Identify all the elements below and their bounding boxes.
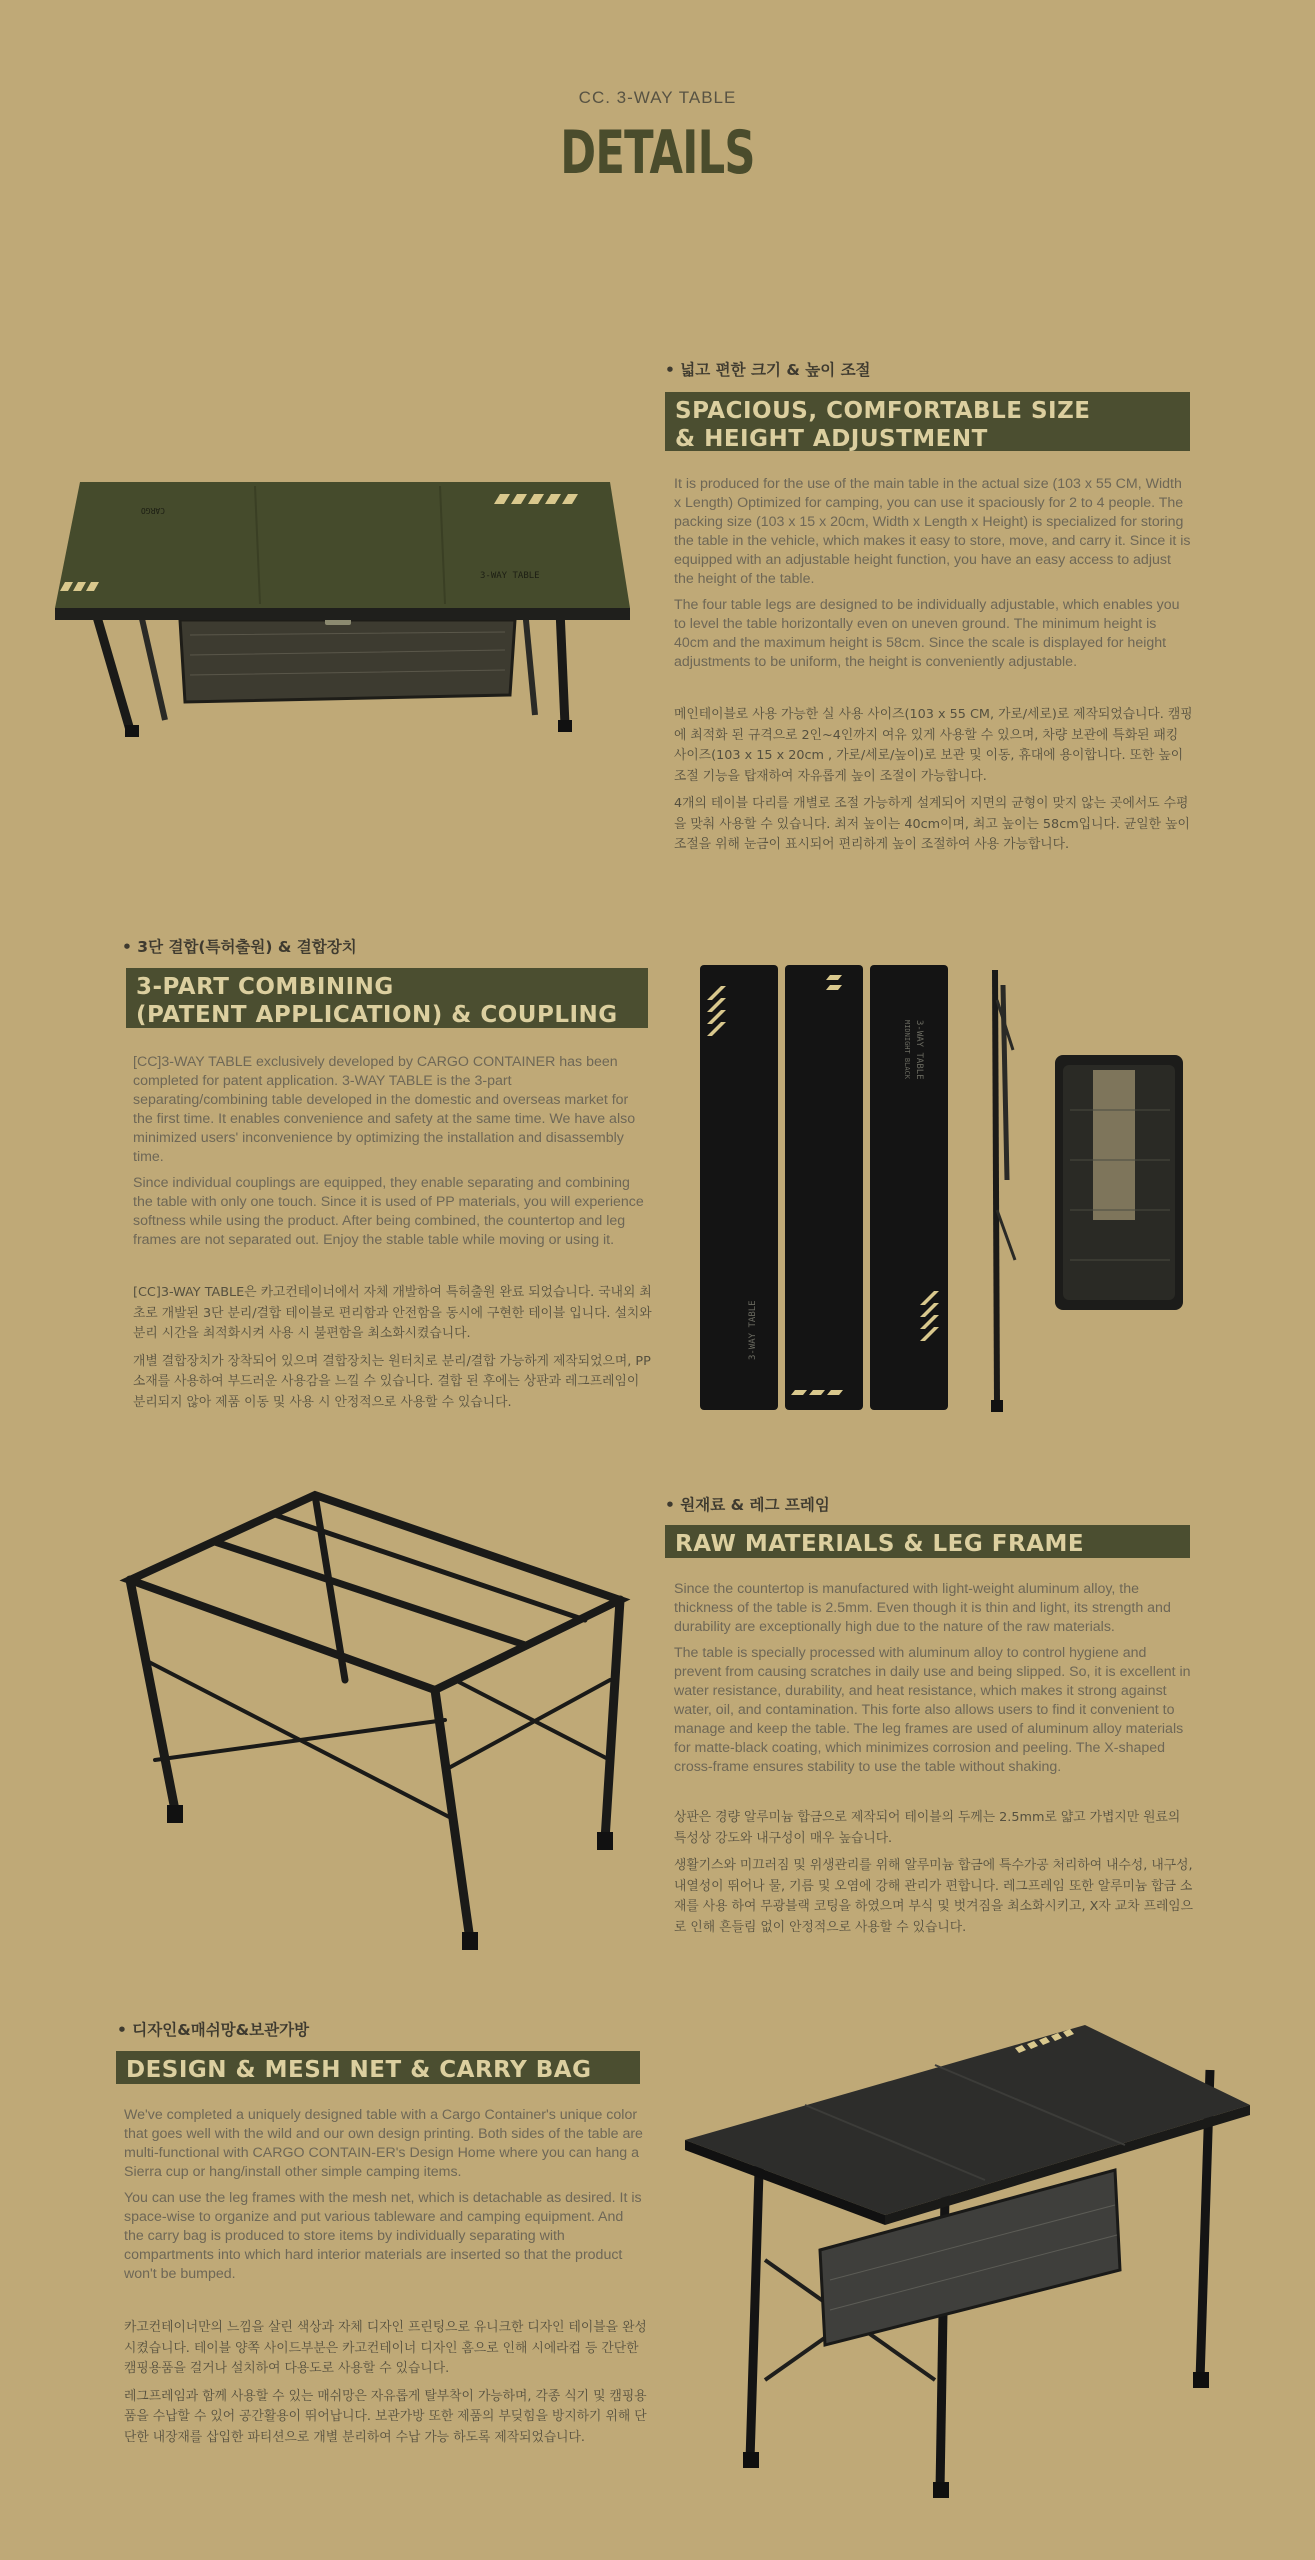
section-3-kr-paragraph-2: 생활기스와 미끄러짐 및 위생관리를 위해 알루미늄 합금에 특수가공 처리하여 내수성, 내구성, 내열성이 뛰어나 물, 기름 및 오염에 강해 관리가 편합니다. 레그프레임 또한 알루미늄 합금 소재를 사용 하여 무광블랙 코팅을 하였으며 부식 및 벗겨짐을 최소화시키고, X자 교차 프레임으로 인해 흔들림 없이 안정적으로 사용할 수 있습니다.: [674, 1858, 1194, 1935]
section-4-en-paragraph-2: You can use the leg frames with the mesh net, which is detachable as desired. It is space-wise to organize and put various tableware and camping equipment. And the carry bag is produced to store items by individually separating with compartments into which hard interior materials are inserted so that the product won't be bumped.: [124, 2190, 642, 2282]
section-4-english-text: [124, 2106, 644, 2291]
section-2-banner-line-2: (PATENT APPLICATION) & COUPLING: [136, 1002, 618, 1028]
section-1-banner-line-1: SPACIOUS, COMFORTABLE SIZE: [675, 398, 1091, 424]
section-4-kr-heading: • 디자인&매쉬망&보관가방: [117, 2021, 310, 2039]
section-3-banner: [665, 1525, 1190, 1558]
section-4-kr-paragraph-2: 레그프레임과 함께 사용할 수 있는 매쉬망은 자유롭게 탈부착이 가능하며, 각종 식기 및 캠핑용품을 수납할 수 있어 공간활용이 뛰어납니다. 보관가방 또한 제품의 부딪힘을 방지하기 위해 단단한 내장재를 삽입한 파티션으로 개별 분리하여 수납 가능 하도록 제작되었습니다.: [124, 2388, 647, 2445]
green-table-image: [55, 470, 635, 740]
section-3-en-paragraph-2: The table is specially processed with aluminum alloy to control hygiene and prevent from causing scratches in daily use and being slipped. So, it is excellent in water resistance, durability, and heat resistance, which makes it strong against water, oil, and contamination. This forte also allows users to find it convenient to manage and keep the table. The leg frames are used of aluminum alloy materials for matte-black coating, which minimizes corrosion and peeling. The X-shaped cross-frame ensures stability to use the table without shaking.: [674, 1645, 1191, 1775]
section-3-korean-text: [674, 1808, 1194, 1945]
section-1-en-paragraph-2: The four table legs are designed to be individually adjustable, which enables you to level the table horizontally even on uneven ground. The minimum height is 40cm and the maximum height is 58cm. Since the scale is displayed for height adjustments to be uniform, the height is conveniently adjustable.: [674, 597, 1180, 670]
separated-parts-image: [695, 960, 1195, 1415]
print-brand: CARGO: [140, 506, 165, 515]
section-3-kr-paragraph-1: 상판은 경량 알루미늄 합금으로 제작되어 테이블의 두께는 2.5mm로 얇고 가볍지만 원료의 특성상 강도와 내구성이 매우 높습니다.: [674, 1810, 1181, 1846]
section-1-korean-text: [674, 705, 1194, 863]
section-4-banner-line-1: DESIGN & MESH NET & CARRY BAG: [126, 2057, 592, 2083]
page-title: DETAILS: [560, 118, 755, 188]
section-1-english-text: [674, 475, 1192, 679]
section-2-banner: [126, 968, 648, 1028]
section-1-banner-line-2: & HEIGHT ADJUSTMENT: [675, 426, 988, 452]
section-4-en-paragraph-1: We've completed a uniquely designed table with a Cargo Container's unique color that goes well with the wild and our own design printing. Both sides of the table are multi-functional with CARGO CONTAIN-ER's Design Home where you can hang a Sierra cup or hang/install other simple camping items.: [124, 2107, 643, 2180]
print-table-label: 3-WAY TABLE: [480, 571, 540, 581]
section-2-banner-line-1: 3-PART COMBINING: [136, 974, 394, 1000]
section-3-english-text: [674, 1580, 1192, 1784]
section-1-en-paragraph-1: It is produced for the use of the main table in the actual size (103 x 55 CM, Width x Length) Optimized for camping, you can use it spaciously for 2 to 4 people. The packing size (103 x 15 x 20cm, Width x Length x Height) is specialized for storing the table in the vehicle, which makes it easy to store, move, and carry it. Since it is equipped with an adjustable height function, you have an easy access to adjust the height of the table.: [674, 476, 1191, 587]
section-1-kr-paragraph-1: 메인테이블로 사용 가능한 실 사용 사이즈(103 x 55 CM, 가로/세로)로 제작되었습니다. 캠핑에 최적화 된 규격으로 2인~4인까지 여유 있게 사용할 수 있으며, 차량 보관에 특화된 패킹 사이즈(103 x 15 x 20cm , 가로/세로/높이)로 보관 및 이동, 휴대에 용이합니다. 또한 높이조절 기능을 탑재하여 자유롭게 높이 조절이 가능합니다.: [674, 707, 1193, 784]
section-4-korean-text: [124, 2318, 649, 2455]
section-3-kr-heading: • 원재료 & 레그 프레임: [665, 1496, 830, 1514]
leg-frame-image: [115, 1480, 635, 1960]
section-2-kr-paragraph-1: [CC]3-WAY TABLE은 카고컨테이너에서 자체 개발하여 특허출원 완료 되었습니다. 국내외 최초로 개발된 3단 분리/결합 테이블로 편리함과 안전함을 동시에 구현한 테이블 입니다. 설치와 분리 시간을 최적화시켜 사용 시 불편함을 최소화시켰습니다.: [133, 1285, 652, 1341]
panel-print-label: 3-WAY TABLE: [914, 1020, 924, 1080]
section-2-english-text: [133, 1053, 648, 1257]
section-2-kr-paragraph-2: 개별 결합장치가 장착되어 있으며 결합장치는 원터치로 분리/결합 가능하게 제작되었으며, PP소재를 사용하여 부드러운 사용감을 느낄 수 있습니다. 결합 된 후에는 상판과 레그프레임이 분리되지 않아 제품 이동 및 사용 시 안정적으로 사용할 수 있습니다.: [133, 1353, 651, 1410]
section-2-en-paragraph-1: [CC]3-WAY TABLE exclusively developed by CARGO CONTAINER has been completed for patent application. 3-WAY TABLE is the 3-part separating/combining table developed in the domestic and overseas market for the first time. It enables convenience and safety at the same time. We have also minimized users' inconvenience by optimizing the installation and disassembly time.: [133, 1054, 636, 1165]
section-4-kr-paragraph-1: 카고컨테이너만의 느낌을 살린 색상과 자체 디자인 프린팅으로 유니크한 디자인 테이블을 완성시켰습니다. 테이블 양쪽 사이드부분은 카고컨테이너 디자인 홈으로 인해 시에라컵 등 간단한 캠핑용품을 걸거나 설치하여 다용도로 사용할 수 있습니다.: [124, 2320, 647, 2376]
section-1-kr-paragraph-2: 4개의 테이블 다리를 개별로 조절 가능하게 설계되어 지면의 균형이 맞지 않는 곳에서도 수평을 맞춰 사용할 수 있습니다. 최저 높이는 40cm이며, 최고 높이는 58cm입니다. 균일한 높이 조절을 위해 눈금이 표시되어 편리하게 높이 조절하여 사용 가능합니다.: [674, 796, 1190, 852]
section-3-en-paragraph-1: Since the countertop is manufactured with light-weight aluminum alloy, the thickness of the table is 2.5mm. Even though it is thin and light, its strength and durability are exceptionally high due to the nature of the raw materials.: [674, 1581, 1171, 1635]
panel-print-label-2: 3-WAY TABLE: [748, 1300, 758, 1360]
section-4-banner: [116, 2051, 640, 2084]
panel-print-color: MIDNIGHT BLACK: [903, 1020, 911, 1080]
section-3-banner-line-1: RAW MATERIALS & LEG FRAME: [675, 1531, 1085, 1557]
section-2-en-paragraph-2: Since individual couplings are equipped, they enable separating and combining the table with only one touch. Since it is used of PP materials, you will experience softness while using the product. After being combined, the countertop and leg frames are not separated out. Enjoy the stable table while moving or using it.: [133, 1175, 644, 1248]
page-subtitle: CC. 3-WAY TABLE: [578, 88, 737, 107]
section-2-kr-heading: • 3단 결합(특허출원) & 결합장치: [122, 938, 357, 956]
section-1-banner: [665, 392, 1190, 451]
black-table-image: [685, 2020, 1255, 2500]
section-2-korean-text: [133, 1283, 653, 1420]
section-1-kr-heading: • 넓고 편한 크기 & 높이 조절: [665, 361, 871, 379]
